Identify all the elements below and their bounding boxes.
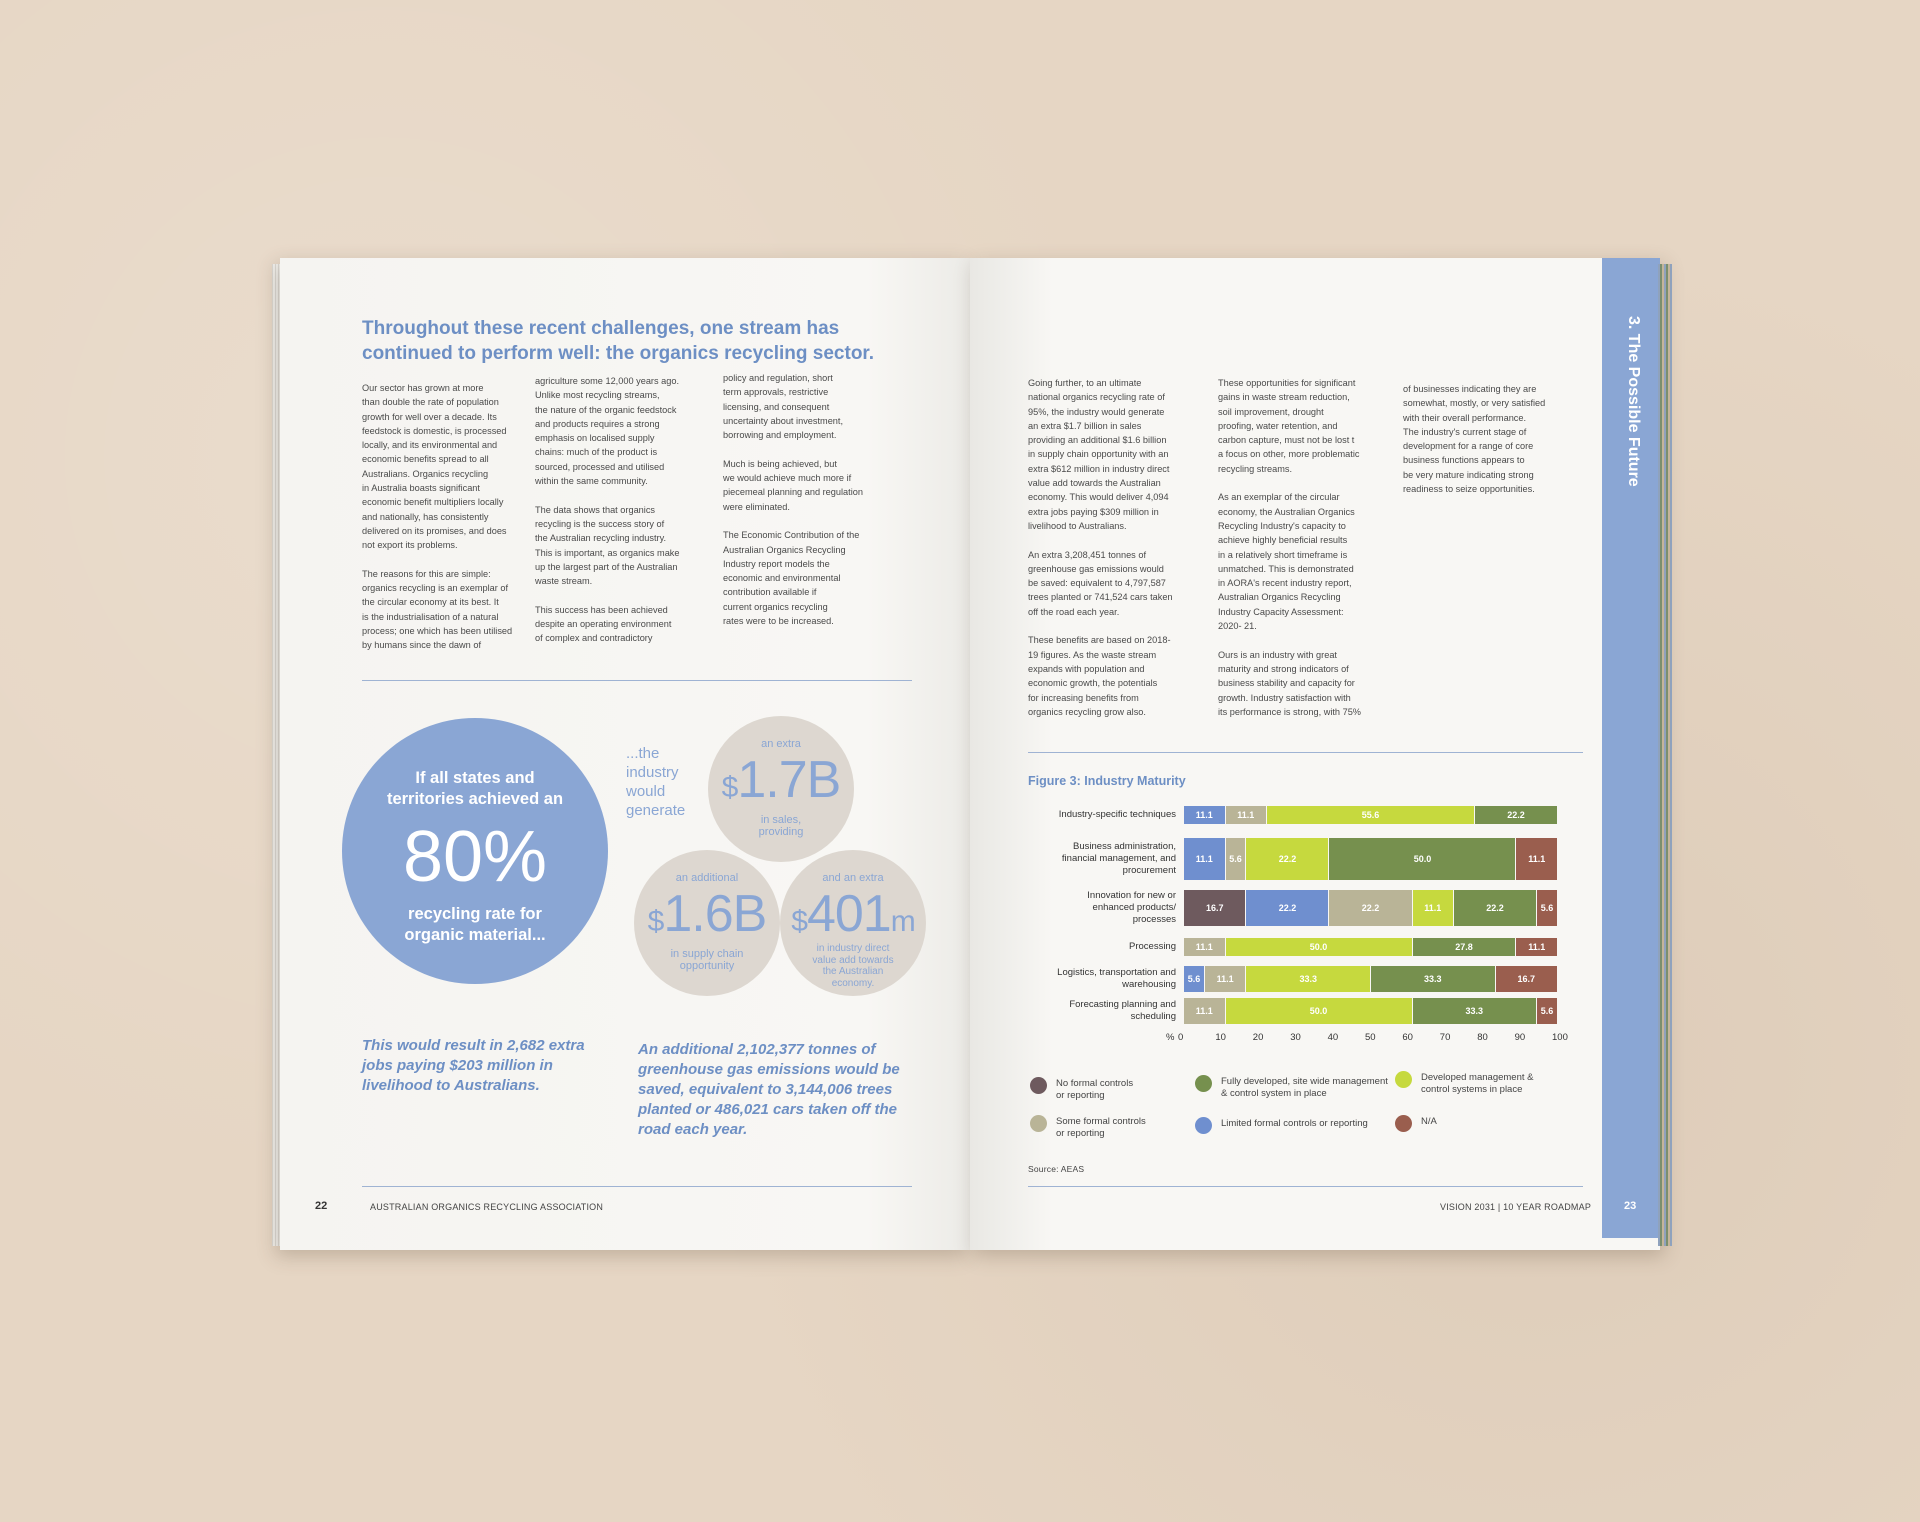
magazine-spread xyxy=(272,258,1672,1250)
bar-segment: 5.6 xyxy=(1537,890,1557,926)
sales-circle-top: an extra xyxy=(761,738,801,750)
legend-swatch xyxy=(1030,1115,1047,1132)
bar-segment: 50.0 xyxy=(1226,938,1412,956)
value-circle-value: $401m xyxy=(791,885,915,943)
legend-swatch xyxy=(1395,1071,1412,1088)
sales-circle-bottom: in sales, providing xyxy=(758,814,804,838)
right-footer: VISION 2031 | 10 YEAR ROADMAP xyxy=(1440,1202,1592,1212)
bar-segment: 33.3 xyxy=(1371,966,1495,992)
left-body-col-3: policy and regulation, short term approvals, restrictive licensing, and consequent uncertainty about investment, borrowing and employment. Much is being achieved, but we would achieve much more if piecemeal planning and regulation were eliminated. The Economic Contribution of the Australian Organics Recycling Industry report models the economic and environmental contribution available if current organics recycling rates were to be increased. xyxy=(723,373,863,627)
left-footer: AUSTRALIAN ORGANICS RECYCLING ASSOCIATION xyxy=(370,1202,604,1212)
legend-label: Some formal controls or reporting xyxy=(1056,1116,1146,1139)
bar-segment: 50.0 xyxy=(1226,998,1412,1024)
circle-bottom-text: recycling rate for organic material... xyxy=(404,905,546,944)
sales-circle-value: $1.7B xyxy=(721,751,841,809)
bar-segment: 55.6 xyxy=(1267,806,1474,824)
bar-segment: 22.2 xyxy=(1475,806,1557,824)
category-label: Forecasting planning and scheduling xyxy=(1069,999,1176,1022)
x-tick-label: 20 xyxy=(1252,1032,1264,1043)
x-tick-label: 50 xyxy=(1365,1032,1376,1043)
recycling-rate-circle xyxy=(342,718,608,984)
left-divider-bottom xyxy=(362,1186,912,1187)
sales-circle xyxy=(708,716,854,862)
x-tick-label: 40 xyxy=(1327,1032,1339,1043)
page-edges-right xyxy=(1658,264,1672,1246)
industry-maturity-chart xyxy=(970,258,1660,1250)
source-note: Source: AEAS xyxy=(1028,1164,1085,1174)
right-page xyxy=(970,258,1660,1250)
category-label: Business administration, financial management, and procurement xyxy=(1061,841,1176,876)
page-number-right: 23 xyxy=(1624,1200,1637,1212)
section-tab-label: 3. The Possible Future xyxy=(1625,316,1642,487)
bar-segment: 11.1 xyxy=(1184,938,1225,956)
bar-segment: 16.7 xyxy=(1496,966,1557,992)
x-tick-label: 80 xyxy=(1477,1032,1488,1043)
x-tick-label: 0 xyxy=(1178,1032,1184,1043)
legend-label: Fully developed, site wide management & control system in place xyxy=(1221,1076,1388,1099)
left-body-col-1: Our sector has grown at more than double the rate of population growth for well over a decade. Its feedstock is domestic, is processed locally, and its environmental and economic benefits spread to all Australians. Organics recycling in Australia boasts significant economic benefit multipliers locally and nationally, has consistently delivered on its promises, and does not export its problems. The reasons for this are simple: organics recycling is an exemplar of the circular economy at its best. It is the industrialisation of a natural process; one which has been utilised by humans since the dawn of xyxy=(362,383,513,651)
bar-segment: 22.2 xyxy=(1329,890,1411,926)
legend-swatch xyxy=(1395,1115,1412,1132)
legend-label: Limited formal controls or reporting xyxy=(1221,1118,1368,1129)
ghg-result-text: An additional 2,102,377 tonnes of greenhouse gas emissions would be saved, equivalent to 3,144,006 trees planted or 486,021 cars taken off the road each year. xyxy=(638,1041,900,1138)
bar-segment: 11.1 xyxy=(1516,938,1557,956)
supply-chain-circle xyxy=(634,850,780,996)
x-tick-label: 90 xyxy=(1514,1032,1526,1043)
bar-segment: 5.6 xyxy=(1226,838,1246,880)
left-body-col-2: agriculture some 12,000 years ago. Unlike most recycling streams, the nature of the organic feedstock and products requires a strong emphasis on localised supply chains: much of the product is sourced, processed and utilised within the same community. The data shows that organics recycling is the success story of the Australian recycling industry. This is important, as organics make up the largest part of the Australian waste stream. This success has been achieved despite an operating environment of complex and contradictory xyxy=(535,376,680,644)
circle-top-text: If all states and territories achieved an xyxy=(386,769,564,808)
bar-segment: 27.8 xyxy=(1413,938,1516,956)
right-body-col-2: These opportunities for significant gains in waste stream reduction, soil improvement, drought proofing, water retention, and carbon capture, must not be lost t a focus on other, more problematic recycling streams. As an exemplar of the circular economy, the Australian Organics Recycling Industry's capacity to achieve highly beneficial results in a relatively short timeframe is unmatched. This is demonstrated in AORA's recent industry report, Australian Organics Recycling Industry Capacity Assessment: 2020- 21. Ours is an industry with great maturity and strong indicators of business stability and capacity for growth. Industry satisfaction with its performance is strong, with 75% xyxy=(1218,378,1361,717)
right-body-col-1: Going further, to an ultimate national organics recycling rate of 95%, the industry would generate an extra $1.7 billion in sales providing an additional $1.6 billion in supply chain opportunity with an extra $612 million in industry direct value add towards the Australian economy. This would deliver 4,094 extra jobs paying $309 million in livelihood to Australians. An extra 3,208,451 tonnes of greenhouse gas emissions would be saved: equivalent to 4,797,587 trees planted or 741,524 cars taken off the road each year. These benefits are based on 2018- 19 figures. As the waste stream expands with population and economic growth, the potentials for increasing benefits from organics recycling grow also. xyxy=(1028,378,1173,717)
x-tick-label: 60 xyxy=(1402,1032,1413,1043)
would-generate-text: ...the industry would generate xyxy=(626,745,686,819)
category-label: Industry-specific techniques xyxy=(1058,809,1176,820)
page-number-left: 22 xyxy=(315,1200,328,1212)
legend-label: N/A xyxy=(1421,1116,1437,1127)
legend-label: No formal controls or reporting xyxy=(1056,1078,1134,1101)
x-axis-unit: % xyxy=(1166,1032,1175,1043)
bar-segment: 11.1 xyxy=(1413,890,1454,926)
value-circle-bottom: in industry direct value add towards the Australian economy. xyxy=(812,943,894,989)
supply-circle-value: $1.6B xyxy=(647,885,767,943)
bar-segment: 11.1 xyxy=(1184,806,1225,824)
legend-label: Developed management & control systems in place xyxy=(1421,1072,1534,1095)
legend-swatch xyxy=(1195,1117,1212,1134)
bar-segment: 11.1 xyxy=(1516,838,1557,880)
supply-circle-bottom: in supply chain opportunity xyxy=(670,948,744,972)
x-tick-label: 10 xyxy=(1215,1032,1226,1043)
jobs-result-text: This would result in 2,682 extra jobs paying $203 million in livelihood to Australians. xyxy=(362,1037,585,1094)
x-tick-label: 100 xyxy=(1552,1032,1568,1043)
right-divider-bottom xyxy=(1028,1186,1583,1187)
left-divider-top xyxy=(362,680,912,681)
category-label: Processing xyxy=(1129,941,1176,952)
bar-segment: 16.7 xyxy=(1184,890,1245,926)
bar-segment: 11.1 xyxy=(1184,838,1225,880)
bar-segment: 22.2 xyxy=(1246,838,1328,880)
category-label: Innovation for new or enhanced products/ processes xyxy=(1087,890,1176,925)
value-add-circle xyxy=(780,850,926,996)
left-heading: Throughout these recent challenges, one stream has continued to perform well: the organics recycling sector. xyxy=(362,318,875,364)
supply-circle-top: an additional xyxy=(675,872,739,884)
section-tab xyxy=(1602,258,1660,1238)
circle-value: 80% xyxy=(402,817,548,897)
x-tick-label: 30 xyxy=(1290,1032,1301,1043)
bar-segment: 50.0 xyxy=(1329,838,1515,880)
legend-swatch xyxy=(1195,1075,1212,1092)
x-tick-label: 70 xyxy=(1439,1032,1451,1043)
bar-segment: 22.2 xyxy=(1246,890,1328,926)
category-label: Logistics, transportation and warehousing xyxy=(1057,967,1176,990)
bar-segment: 11.1 xyxy=(1226,806,1267,824)
bar-segment: 5.6 xyxy=(1537,998,1557,1024)
left-page xyxy=(280,258,970,1250)
figure-title: Figure 3: Industry Maturity xyxy=(1028,774,1186,788)
bar-segment: 22.2 xyxy=(1454,890,1536,926)
value-circle-top: and an extra xyxy=(822,872,884,884)
bar-segment: 11.1 xyxy=(1184,998,1225,1024)
bar-segment: 5.6 xyxy=(1184,966,1204,992)
bar-segment: 11.1 xyxy=(1205,966,1246,992)
legend-swatch xyxy=(1030,1077,1047,1094)
right-body-col-3: of businesses indicating they are somewhat, mostly, or very satisfied with their overall performance. The industry's current stage of development for a range of core business functions appears to be very mature indicating strong readiness to seize opportunities. xyxy=(1403,384,1546,495)
bar-segment: 33.3 xyxy=(1413,998,1537,1024)
bar-segment: 33.3 xyxy=(1246,966,1370,992)
